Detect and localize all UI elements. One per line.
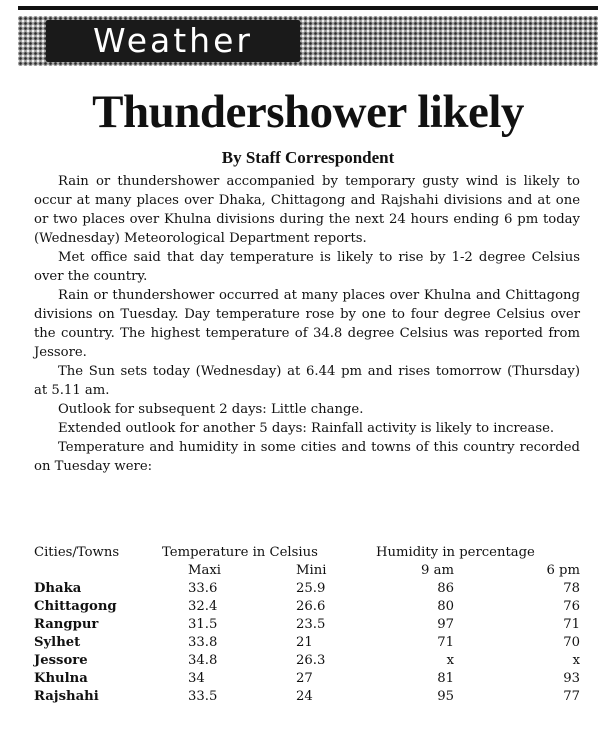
humidity-6pm: x	[572, 653, 580, 668]
max-temp: 33.6	[188, 581, 218, 596]
subheader-min: Mini	[296, 563, 327, 578]
humidity-9am: 86	[437, 581, 454, 596]
humidity-6pm: 76	[563, 599, 580, 614]
table-header	[34, 544, 580, 562]
table-row	[34, 580, 580, 598]
max-temp: 34	[188, 671, 205, 686]
table-subheader	[34, 562, 580, 580]
humidity-6pm: 70	[563, 635, 580, 650]
humidity-6pm: 71	[563, 617, 580, 632]
headline: Thundershower likely	[92, 86, 524, 138]
section-label: Weather	[93, 21, 253, 60]
humidity-6pm: 77	[563, 689, 580, 704]
humidity-9am: 80	[437, 599, 454, 614]
min-temp: 26.3	[296, 653, 326, 668]
paragraph: Extended outlook for another 5 days: Rainfall activity is likely to increase.	[58, 421, 555, 436]
subheader-6pm: 6 pm	[546, 563, 580, 578]
paragraph: Temperature and humidity in some cities and towns of this country recorded on Tuesday were:	[34, 440, 580, 474]
min-temp: 23.5	[296, 617, 326, 632]
subheader-max: Maxi	[188, 563, 222, 578]
header-temperature: Temperature in Celsius	[162, 545, 318, 560]
paragraph: Rain or thundershower occurred at many places over Khulna and Chittagong divisions on Tuesday. Day temperature rose by one to four degree Celsius over the country. The highest temperature of 34.8 degree Celsius was reported from Jessore.	[34, 288, 580, 360]
humidity-6pm: 78	[563, 581, 580, 596]
max-temp: 32.4	[188, 599, 218, 614]
paragraph: Met office said that day temperature is likely to rise by 1-2 degree Celsius over the country.	[34, 250, 580, 284]
humidity-9am: 97	[437, 617, 454, 632]
humidity-9am: 81	[437, 671, 454, 686]
min-temp: 24	[296, 689, 313, 704]
table-row	[34, 652, 580, 670]
max-temp: 31.5	[188, 617, 218, 632]
city-name: Dhaka	[34, 581, 82, 596]
min-temp: 27	[296, 671, 313, 686]
paragraph: Rain or thundershower accompanied by temporary gusty wind is likely to occur at many places over Dhaka, Chittagong and Rajshahi divisions and at one or two places over Khulna divisions during the next 24 hours ending 6 pm today (Wednesday) Meteorological Department reports.	[34, 174, 580, 246]
min-temp: 25.9	[296, 581, 326, 596]
table-row	[34, 670, 580, 688]
paragraph: Outlook for subsequent 2 days: Little change.	[58, 402, 364, 417]
humidity-9am: x	[446, 653, 454, 668]
city-name: Khulna	[34, 671, 88, 686]
table-row	[34, 616, 580, 634]
byline: By Staff Correspondent	[221, 148, 395, 167]
city-name: Sylhet	[34, 635, 81, 650]
max-temp: 33.5	[188, 689, 218, 704]
top-rule	[18, 6, 598, 10]
city-name: Rajshahi	[34, 689, 99, 704]
article-body	[34, 172, 580, 476]
header-humidity: Humidity in percentage	[376, 545, 535, 560]
section-banner	[18, 16, 598, 66]
city-name: Jessore	[34, 653, 88, 668]
max-temp: 34.8	[188, 653, 218, 668]
subheader-9am: 9 am	[421, 563, 454, 578]
city-name: Rangpur	[34, 617, 99, 632]
min-temp: 26.6	[296, 599, 326, 614]
humidity-9am: 71	[437, 635, 454, 650]
table-row	[34, 634, 580, 652]
weather-table	[34, 544, 580, 706]
table-row	[34, 688, 580, 706]
min-temp: 21	[296, 635, 313, 650]
table-row	[34, 598, 580, 616]
city-name: Chittagong	[34, 599, 117, 614]
header-city: Cities/Towns	[34, 545, 120, 560]
paragraph: The Sun sets today (Wednesday) at 6.44 pm and rises tomorrow (Thursday) at 5.11 am.	[34, 364, 580, 398]
humidity-6pm: 93	[563, 671, 580, 686]
section-label-box	[46, 20, 300, 62]
humidity-9am: 95	[437, 689, 454, 704]
max-temp: 33.8	[188, 635, 218, 650]
